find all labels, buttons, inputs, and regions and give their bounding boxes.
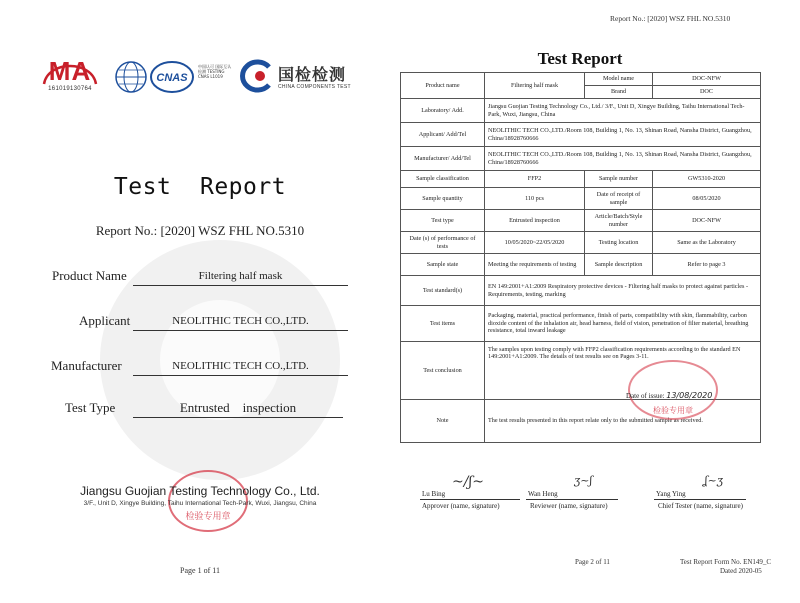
note-value: The test results presented in this report relate only to the submitted sample as received. — [485, 400, 761, 443]
cma-arc-icon — [40, 56, 100, 88]
test-type-label: Test type — [401, 210, 485, 232]
brand-label: Brand — [585, 86, 653, 99]
report-title: Test Report — [537, 49, 623, 68]
standards-value: EN 149:2001+A1:2009 Respiratory protective devices - Filtering half masks to protect against particles - Requirements, testing, marking — [485, 276, 761, 306]
reviewer-signature — [526, 474, 636, 520]
chief-tester-signature — [654, 474, 764, 520]
cover-title: Test Report — [113, 174, 287, 200]
table-row — [401, 254, 761, 276]
cma-number: 161019130764 — [48, 86, 92, 92]
table-row — [401, 171, 761, 188]
manufacturer-label: Manufacturer/ Add/Tel — [401, 147, 485, 171]
lab-value: Jiangsu Guojian Testing Technology Co., Ltd./ 3/F., Unit D, Xingye Building, Taihu International Tech-Park, Wuxi, Jiangsu, China — [485, 99, 761, 123]
dates-label: Date (s) of performance of tests — [401, 232, 485, 254]
signer-name: Wan Heng — [528, 490, 558, 498]
items-label: Test items — [401, 306, 485, 342]
model-value: DOC-NFW — [653, 73, 761, 86]
article-label: Article/Batch/Style number — [585, 210, 653, 232]
table-row — [401, 210, 761, 232]
test-type-value: Entrusted inspection — [485, 210, 585, 232]
cct-chinese-name: 国检检测 — [278, 65, 347, 84]
issue-label: Date of issue: — [626, 392, 665, 400]
lab-name: Jiangsu Guojian Testing Technology Co., Ltd. — [80, 484, 320, 498]
classification-label: Sample classification — [401, 171, 485, 188]
brand-value: DOC — [653, 86, 761, 99]
manufacturer-value: NEOLITHIC TECH CO.,LTD./Room 108, Building 1, No. 13, Shinan Road, Nansha District, Guangzhou, China/18928760666 — [485, 147, 761, 171]
signature-scribble-icon: ʆ~ʒ — [704, 474, 723, 487]
table-row — [401, 188, 761, 210]
signer-role: Approver (name, signature) — [422, 502, 500, 510]
signer-name: Yang Ying — [656, 490, 686, 498]
cover-report-number: Report No.: [2020] WSZ FHL NO.5310 — [95, 223, 305, 238]
lab-address: 3/F., Unit D, Xingye Building, Taihu International Tech-Park, Wuxi, Jiangsu, China — [83, 500, 317, 507]
cct-c-icon — [236, 58, 276, 94]
date-of-issue — [626, 391, 712, 400]
location-value: Same as the Laboratory — [653, 232, 761, 254]
table-row — [401, 232, 761, 254]
field-label: Manufacturer — [51, 358, 122, 373]
receipt-label: Date of receipt of sample — [585, 188, 653, 210]
field-value: Entrusted inspection — [133, 400, 343, 418]
svg-text:CNAS: CNAS — [156, 72, 188, 84]
signature-line — [420, 499, 520, 500]
table-row — [401, 306, 761, 342]
location-label: Testing location — [585, 232, 653, 254]
table-row — [401, 99, 761, 123]
table-row — [401, 147, 761, 171]
applicant-label: Applicant/ Add/Tel — [401, 123, 485, 147]
issue-date: 13/08/2020 — [666, 391, 713, 400]
table-row — [401, 276, 761, 306]
cnas-accreditation-text: 中国认可 国际互认 检测 TESTING CNAS L1019 — [198, 64, 232, 79]
cct-english-name: CHINA COMPONENTS TEST — [278, 84, 351, 90]
standards-label: Test standard(s) — [401, 276, 485, 306]
field-label: Product Name — [52, 268, 127, 283]
article-value: DOC-NFW — [653, 210, 761, 232]
field-label: Applicant — [79, 313, 131, 328]
seal-label: 检验专用章 — [653, 406, 693, 415]
receipt-value: 08/05/2020 — [653, 188, 761, 210]
field-product-name — [0, 268, 400, 288]
field-value: NEOLITHIC TECH CO.,LTD. — [133, 358, 348, 376]
cma-logo — [40, 56, 100, 100]
field-value: Filtering half mask — [133, 268, 348, 286]
state-label: Sample state — [401, 254, 485, 276]
cct-logo — [236, 58, 276, 94]
signer-role: Reviewer (name, signature) — [530, 502, 608, 510]
page-number: Page 2 of 11 — [575, 558, 610, 566]
dates-value: 10/05/2020~22/05/2020 — [485, 232, 585, 254]
field-test-type — [0, 400, 400, 420]
signature-scribble-icon: ʒ~ʃ — [574, 474, 593, 487]
lab-label: Laboratory/ Add. — [401, 99, 485, 123]
signature-scribble-icon: ~/ʃ~ — [452, 474, 484, 490]
cnas-logo — [150, 60, 194, 94]
field-value: NEOLITHIC TECH CO.,LTD. — [133, 313, 348, 331]
cma-letters: MA — [48, 56, 92, 86]
form-number: Test Report Form No. EN149_C — [680, 558, 772, 566]
signer-role: Chief Tester (name, signature) — [658, 502, 743, 510]
page-number: Page 1 of 11 — [180, 566, 220, 575]
table-row — [401, 123, 761, 147]
ilac-mra-logo — [114, 60, 148, 94]
state-value: Meeting the requirements of testing — [485, 254, 585, 276]
field-applicant — [0, 313, 400, 333]
description-value: Refer to page 3 — [653, 254, 761, 276]
globe-icon — [114, 60, 148, 94]
description-label: Sample description — [585, 254, 653, 276]
conclusion-value: The samples upon testing comply with FFP2 classification requirements according to the standard EN 149:2001+A1:2009. The details of test results see on Pages 3-11. — [485, 342, 761, 400]
field-manufacturer — [0, 358, 400, 378]
signer-name: Lu Bing — [422, 490, 446, 498]
classification-value: FFP2 — [485, 171, 585, 188]
items-value: Packaging, material, practical performance, finish of parts, compatibility with skin, flammability, carbon dioxide content of the inhalation air, head harness, field of vision, penetration of filter material, breathing resistance, total inward leakage — [485, 306, 761, 342]
signature-line — [654, 499, 746, 500]
product-name-label: Product name — [401, 73, 485, 99]
note-label: Note — [401, 400, 485, 443]
sample-number-label: Sample number — [585, 171, 653, 188]
field-label: Test Type — [65, 400, 116, 415]
sample-number-value: GW5310-2020 — [653, 171, 761, 188]
table-row — [401, 73, 761, 86]
signature-line — [526, 499, 618, 500]
accreditation-logos — [40, 52, 360, 102]
conclusion-label: Test conclusion — [401, 342, 485, 400]
quantity-label: Sample quantity — [401, 188, 485, 210]
cnas-mark-icon — [150, 60, 194, 94]
quantity-value: 110 pcs — [485, 188, 585, 210]
applicant-value: NEOLITHIC TECH CO.,LTD./Room 108, Building 1, No. 13, Shinan Road, Nansha District, Guangzhou, China/18928760666 — [485, 123, 761, 147]
product-name-value: Filtering half mask — [485, 73, 585, 99]
model-label: Model name — [585, 73, 653, 86]
seal-label: 检验专用章 — [185, 512, 231, 522]
report-number: Report No.: [2020] WSZ FHL NO.5310 — [610, 14, 731, 23]
form-dated: Dated 2020-05 — [720, 567, 762, 575]
